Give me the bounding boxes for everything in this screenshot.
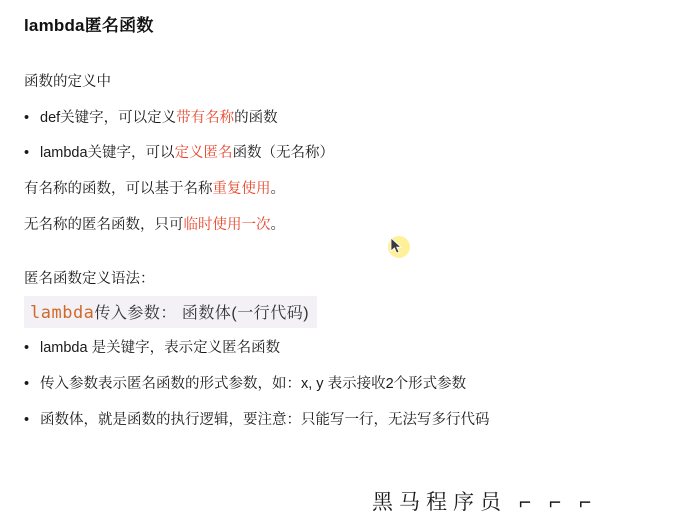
intro-text: 函数的定义中: [24, 73, 111, 90]
title-spacer: [24, 38, 651, 72]
list-item: [24, 410, 651, 432]
list-item: [24, 108, 651, 130]
bullet-content: [40, 143, 334, 165]
code-body: 传入参数： 函数体(一行代码): [94, 305, 310, 323]
list-item: [24, 143, 651, 165]
code-keyword: lambda: [30, 303, 95, 324]
code-snippet: [24, 296, 317, 328]
bullet-text-highlight: 带有名称: [176, 109, 235, 126]
bullet-content: 函数体，就是函数的执行逻辑，要注意：只能写一行，无法写多行代码: [40, 411, 490, 428]
bullet-text-post: 函数（无名称）: [232, 145, 335, 162]
bullet-text-pre: lambda关键字，可以: [40, 145, 175, 162]
statement-pre: 有名称的函数，可以基于名称: [24, 181, 213, 198]
statement-post: 。: [270, 216, 285, 233]
statement-highlight: 重复使用: [212, 181, 271, 198]
statement-anonymous-function: [24, 215, 651, 237]
statement-highlight: 临时使用一次: [183, 216, 271, 233]
bullet-marker-icon: •: [24, 145, 30, 162]
list-item: [24, 374, 651, 396]
bullet-content: lambda 是关键字，表示定义匿名函数: [40, 340, 281, 357]
bullet-marker-icon: •: [24, 109, 30, 126]
statement-post: 。: [270, 181, 285, 198]
watermark-text: 黑马程序员 ⌐ ⌐ ⌐: [372, 491, 598, 514]
bullet-text-pre: def关键字，可以定义: [40, 109, 177, 126]
bottom-strip: [0, 490, 675, 514]
statement-pre: 无名称的匿名函数，只可: [24, 216, 184, 233]
bullet-marker-icon: •: [24, 340, 30, 357]
section-spacer: [24, 251, 651, 269]
syntax-section-label: 匿名函数定义语法：: [24, 270, 155, 287]
bullet-text-post: 的函数: [234, 109, 278, 126]
bullet-content: [40, 108, 278, 130]
bullet-marker-icon: •: [24, 411, 30, 428]
statement-named-function: [24, 179, 651, 201]
bullet-content: 传入参数表示匿名函数的形式参数，如：x, y 表示接收2个形式参数: [40, 376, 467, 393]
bullet-marker-icon: •: [24, 376, 30, 393]
page-title: lambda匿名函数: [24, 16, 154, 35]
bullet-text-highlight: 定义匿名: [174, 145, 233, 162]
list-item: [24, 338, 651, 360]
